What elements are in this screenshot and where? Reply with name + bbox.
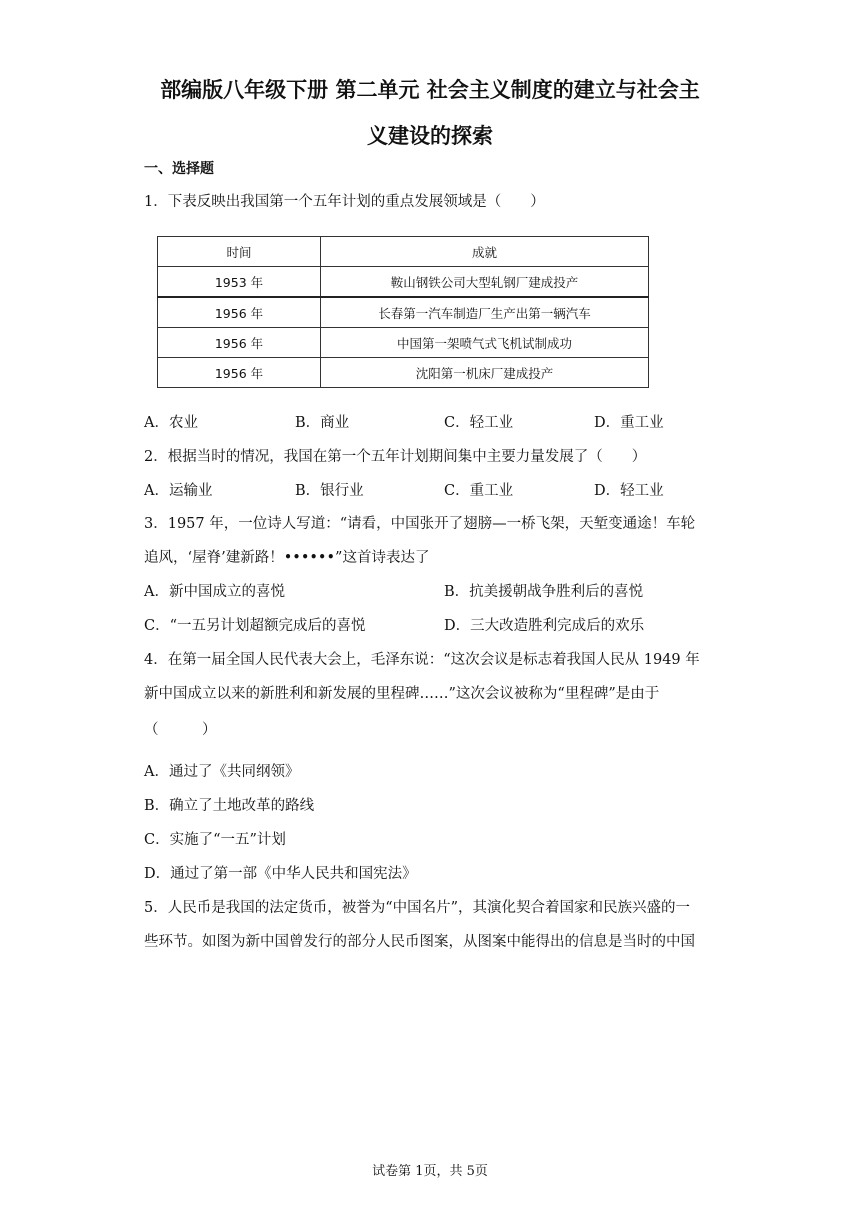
question-5-stem-line-2: 些环节。如图为新中国曾发行的部分人民币图案，从图案中能得出的信息是当时的中国 [144,934,695,950]
question-2-option-b[interactable]: B．银行业 [295,483,364,499]
question-1-option-c[interactable]: C．轻工业 [444,415,514,431]
question-2-option-a[interactable]: A．运输业 [144,483,213,499]
table-cell-year: 1956 年 [158,358,321,388]
question-4-option-d[interactable]: D．通过了第一部《中华人民共和国宪法》 [144,866,417,882]
question-3-stem-line-1: 3．1957 年，一位诗人写道：“请看，中国张开了翅膀—一桥飞架，天堑变通途！车轮 [144,516,696,532]
page-title-line-2: 义建设的探索 [367,124,493,148]
question-4-stem-line-2: 新中国成立以来的新胜利和新发展的里程碑……”这次会议被称为“里程碑”是由于 [144,686,660,702]
question-3-option-c[interactable]: C．“一五另计划超额完成后的喜悦 [144,618,366,634]
section-heading: 一、选择题 [144,161,214,177]
table-cell-achievement: 鞍山钢铁公司大型轧钢厂建成投产 [321,267,649,298]
table-row [158,297,649,328]
question-1-option-a[interactable]: A．农业 [144,415,198,431]
table-cell-achievement: 长春第一汽车制造厂生产出第一辆汽车 [321,297,649,328]
question-4-option-a[interactable]: A．通过了《共同纲领》 [144,764,300,780]
question-4-option-b[interactable]: B．确立了土地改革的路线 [144,798,315,814]
table-cell-achievement: 中国第一架喷气式飞机试制成功 [321,328,649,358]
table-header-row [158,237,649,267]
table-row [158,267,649,298]
page-footer: 试卷第 1页，共 5页 [372,1164,488,1179]
table-header-cell: 成就 [321,237,649,267]
question-3-option-a[interactable]: A．新中国成立的喜悦 [144,584,285,600]
table-cell-year: 1953 年 [158,267,321,298]
table-cell-year: 1956 年 [158,328,321,358]
question-1-option-d[interactable]: D．重工业 [594,415,664,431]
question-2-stem: 2．根据当时的情况，我国在第一个五年计划期间集中主要力量发展了（ ） [144,449,647,465]
question-4-stem-line-1: 4．在第一届全国人民代表大会上，毛泽东说：“这次会议是标志着我国人民从 1949 年 [144,652,700,668]
question-3-option-d[interactable]: D．三大改造胜利完成后的欢乐 [444,618,645,634]
question-2-option-d[interactable]: D．轻工业 [594,483,664,499]
question-4-stem-line-3: （ ） [144,722,217,738]
table-header-cell: 时间 [158,237,321,267]
question-3-stem-line-2: 追风，‘屋脊’建新路！••••••”这首诗表达了 [144,550,430,566]
question-1-option-b[interactable]: B．商业 [295,415,350,431]
table-cell-year: 1956 年 [158,297,321,328]
question-2-option-c[interactable]: C．重工业 [444,483,514,499]
achievements-table [157,236,649,388]
page-title-line-1: 部编版八年级下册 第二单元 社会主义制度的建立与社会主 [160,78,700,102]
question-3-option-b[interactable]: B．抗美援朝战争胜利后的喜悦 [444,584,644,600]
question-4-option-c[interactable]: C．实施了“一五”计划 [144,832,286,848]
table-row [158,328,649,358]
table-row [158,358,649,388]
table-cell-achievement: 沈阳第一机床厂建成投产 [321,358,649,388]
question-5-stem-line-1: 5．人民币是我国的法定货币，被誉为“中国名片”，其演化契合着国家和民族兴盛的一 [144,900,691,916]
question-1-stem: 1．下表反映出我国第一个五年计划的重点发展领域是（ ） [144,194,545,210]
